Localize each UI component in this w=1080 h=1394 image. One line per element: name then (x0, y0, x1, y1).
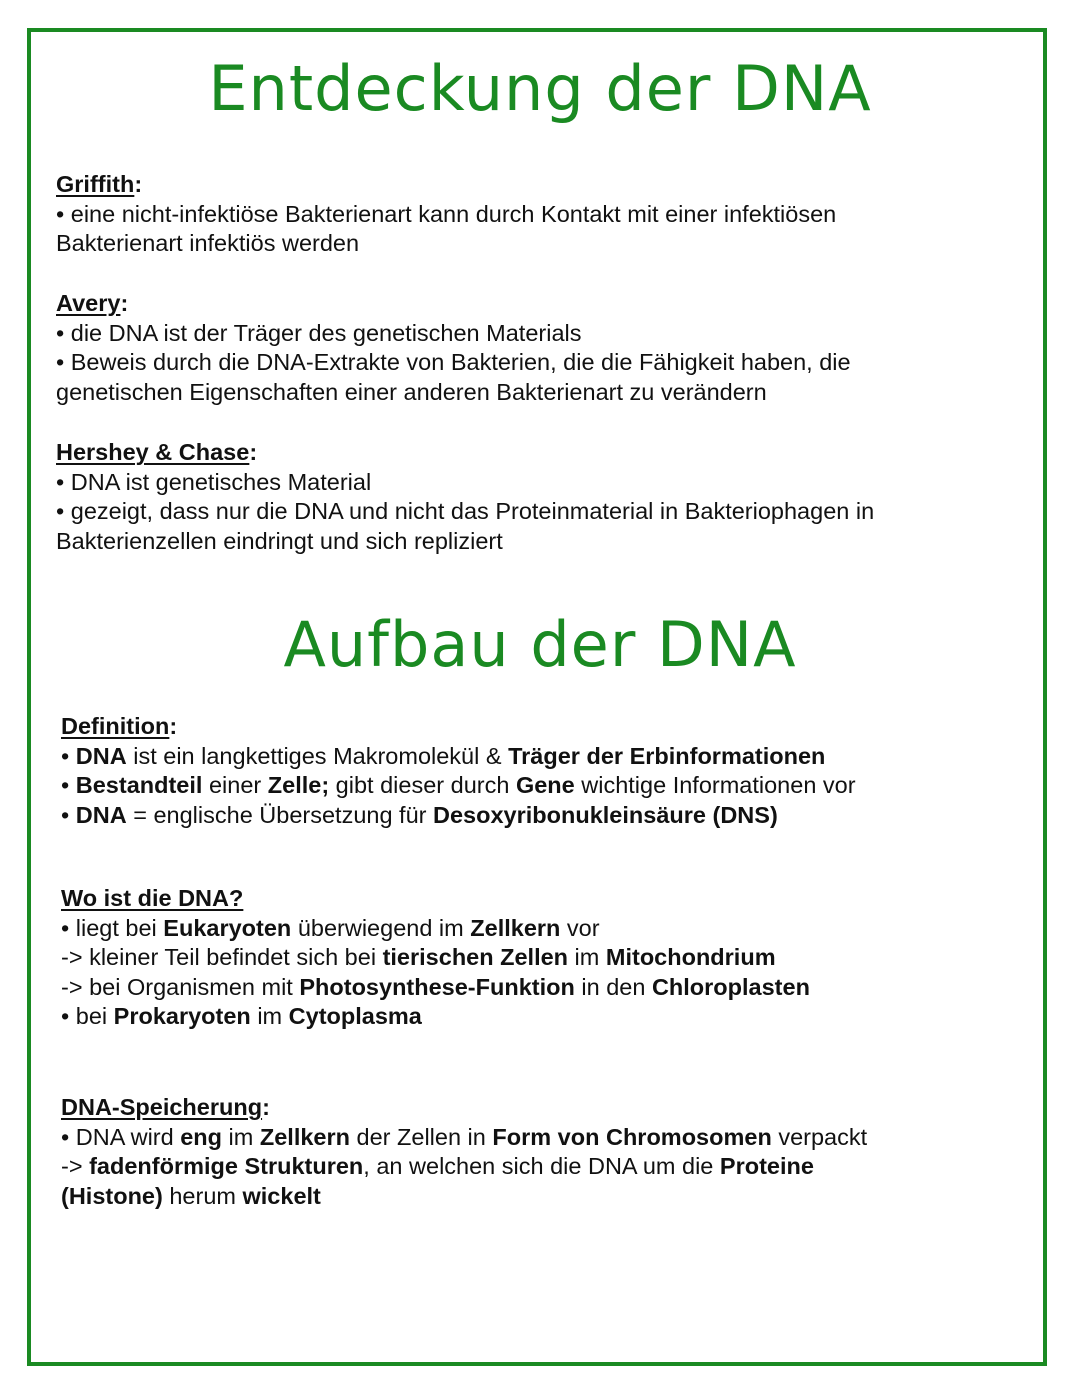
section-avery (56, 289, 851, 407)
heading-dna-speicherung: DNA-Speicherung: (61, 1094, 270, 1120)
wo-line-3: -> bei Organismen mit Photosynthese-Funktion in den Chloroplasten (61, 973, 810, 1000)
heading-griffith: Griffith: (56, 171, 143, 197)
wo-line-4: • bei Prokaryoten im Cytoplasma (61, 1003, 422, 1029)
section-dna-speicherung (61, 1093, 867, 1211)
wo-line-2: -> kleiner Teil befindet sich bei tierischen Zellen im Mitochondrium (61, 944, 776, 970)
section-definition (61, 712, 856, 830)
definition-line-1: • DNA ist ein langkettiges Makromolekül & Träger der Erbinformationen (61, 742, 826, 769)
avery-line-2: • Beweis durch die DNA-Extrakte von Bakterien, die die Fähigkeit haben, die (56, 349, 851, 375)
heading-definition: Definition: (61, 713, 178, 739)
hershey-line-1: • DNA ist genetisches Material (56, 468, 372, 495)
avery-line-3: genetischen Eigenschaften einer anderen Bakterienart zu verändern (56, 378, 767, 405)
section-hershey-chase (56, 438, 874, 556)
speicherung-line-1: • DNA wird eng im Zellkern der Zellen in Form von Chromosomen verpackt (61, 1123, 868, 1150)
griffith-line-1: • eine nicht-infektiöse Bakterienart kann durch Kontakt mit einer infektiösen (56, 200, 837, 227)
section-griffith (56, 170, 836, 259)
definition-line-2: • Bestandteil einer Zelle; gibt dieser durch Gene wichtige Informationen vor (61, 772, 856, 798)
speicherung-line-3: (Histone) herum wickelt (61, 1182, 321, 1209)
hershey-line-3: Bakterienzellen eindringt und sich repliziert (56, 527, 503, 554)
avery-line-1: • die DNA ist der Träger des genetischen Materials (56, 319, 582, 346)
speicherung-line-2: -> fadenförmige Strukturen, an welchen sich die DNA um die Proteine (61, 1153, 814, 1179)
title-entdeckung: Entdeckung der DNA (208, 52, 872, 125)
section-wo-ist-die-dna (61, 884, 810, 1032)
hershey-line-2: • gezeigt, dass nur die DNA und nicht das Proteinmaterial in Bakteriophagen in (56, 498, 875, 524)
heading-hershey-chase: Hershey & Chase: (56, 439, 258, 465)
title-aufbau: Aufbau der DNA (283, 608, 797, 681)
definition-line-3: • DNA = englische Übersetzung für Desoxyribonukleinsäure (DNS) (61, 801, 778, 828)
heading-avery: Avery: (56, 290, 129, 316)
wo-line-1: • liegt bei Eukaryoten überwiegend im Zellkern vor (61, 914, 600, 941)
heading-wo-ist-die-dna: Wo ist die DNA? (61, 885, 244, 911)
griffith-line-2: Bakterienart infektiös werden (56, 230, 360, 256)
